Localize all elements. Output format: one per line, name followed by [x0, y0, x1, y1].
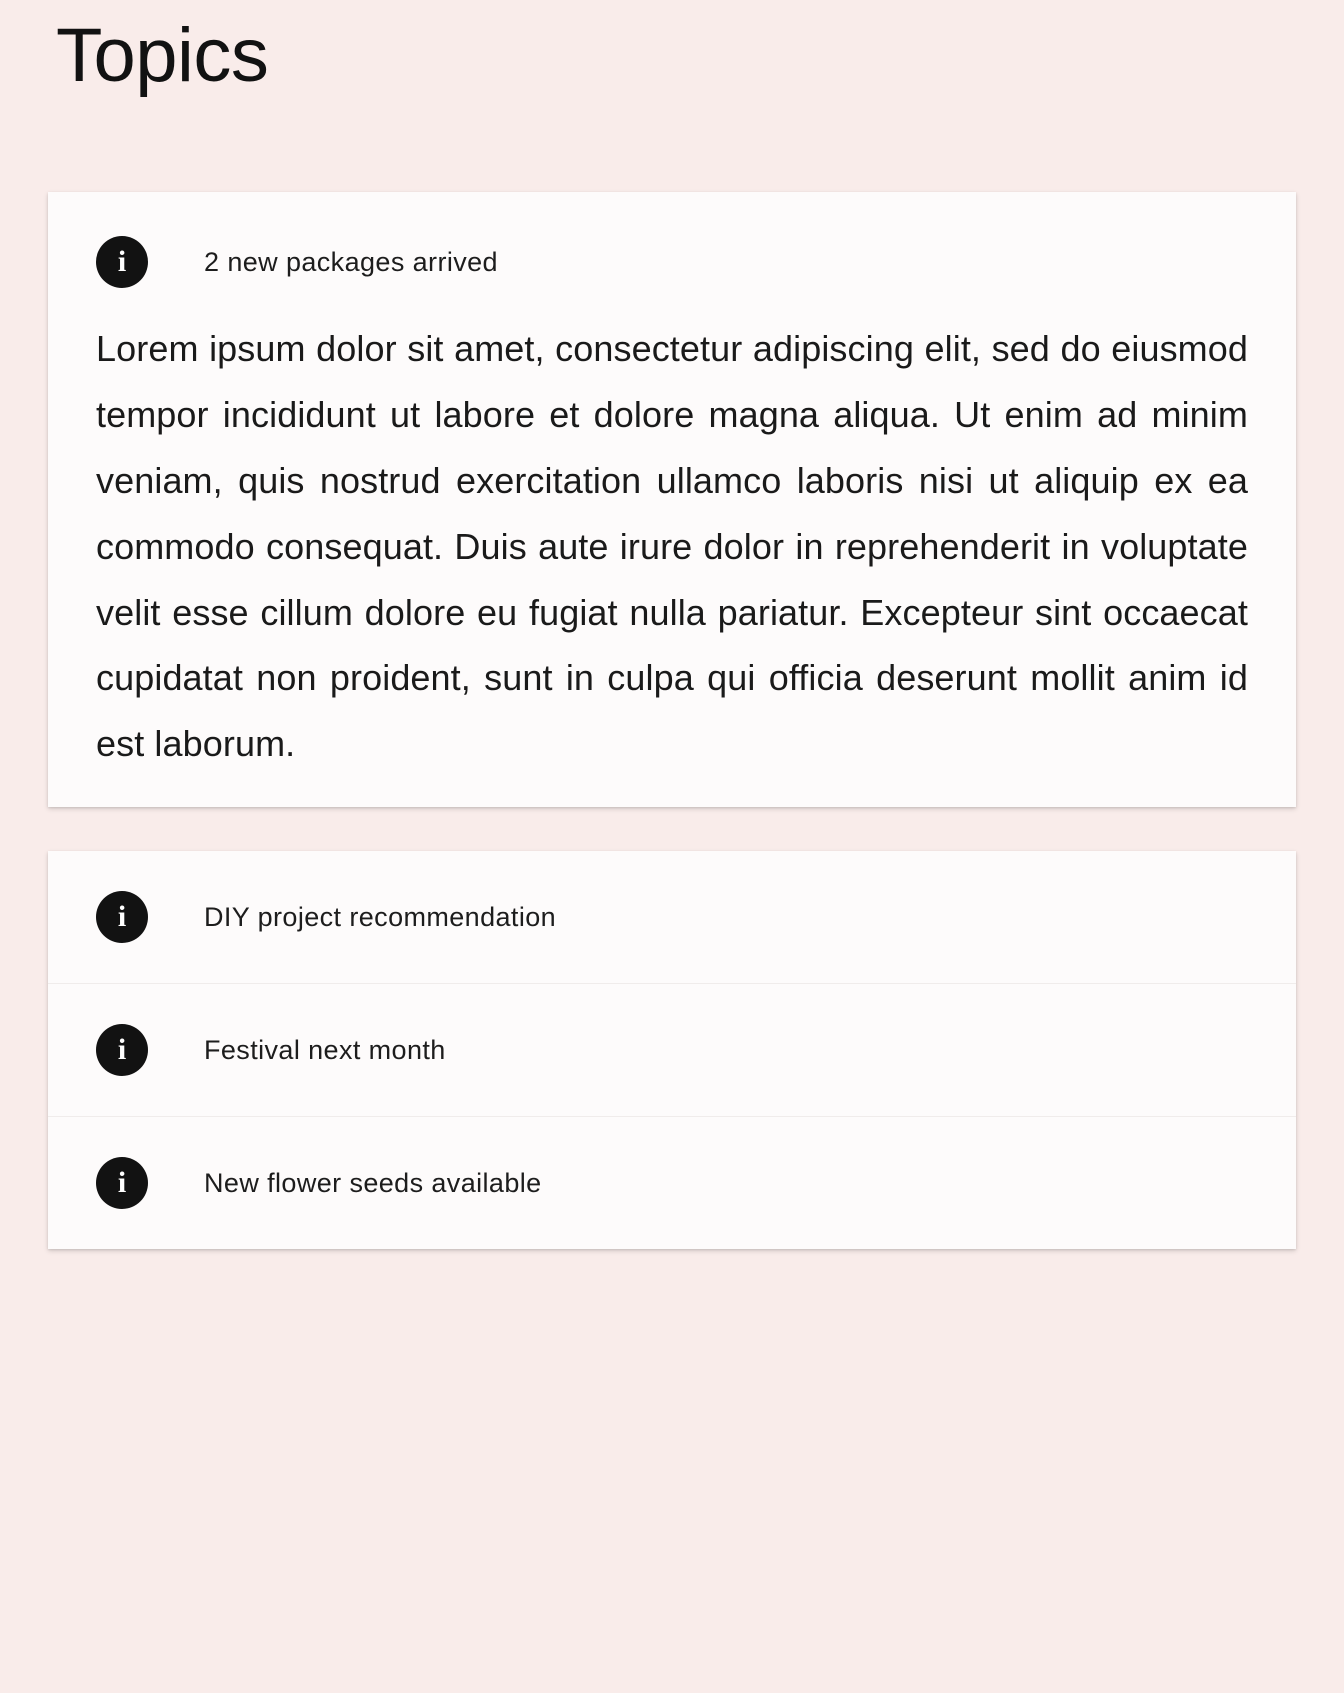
expanded-topic-body: Lorem ipsum dolor sit amet, consectetur adipiscing elit, sed do eiusmod tempor incididunt ut labore et dolore magna aliqua. Ut enim ad minim veniam, quis nostrud exercitation ullamco laboris nisi ut aliquip ex ea commodo consequat. Duis aute irure dolor in reprehenderit in voluptate velit esse cillum dolore eu fugiat nulla pariatur. Excepteur sint occaecat cupidatat non proident, sunt in culpa qui officia deserunt mollit anim id est laborum. — [96, 328, 1248, 765]
list-item[interactable] — [48, 984, 1296, 1117]
info-icon: i — [96, 1024, 148, 1076]
bottom-spacer — [48, 1249, 1296, 1339]
topic-list-card — [48, 851, 1296, 1249]
expanded-topic-header[interactable] — [48, 192, 1296, 298]
list-item[interactable] — [48, 1117, 1296, 1249]
list-item-label: Festival next month — [204, 1034, 446, 1065]
info-icon: i — [96, 1157, 148, 1209]
expanded-topic-title: 2 new packages arrived — [204, 246, 498, 277]
list-item-label: DIY project recommendation — [204, 901, 557, 932]
list-item-label: New flower seeds available — [204, 1167, 542, 1198]
page-title: Topics — [56, 13, 269, 98]
info-icon: i — [96, 236, 148, 288]
info-icon: i — [96, 891, 148, 943]
expanded-topic-card[interactable] — [48, 192, 1296, 807]
list-item[interactable] — [48, 851, 1296, 984]
